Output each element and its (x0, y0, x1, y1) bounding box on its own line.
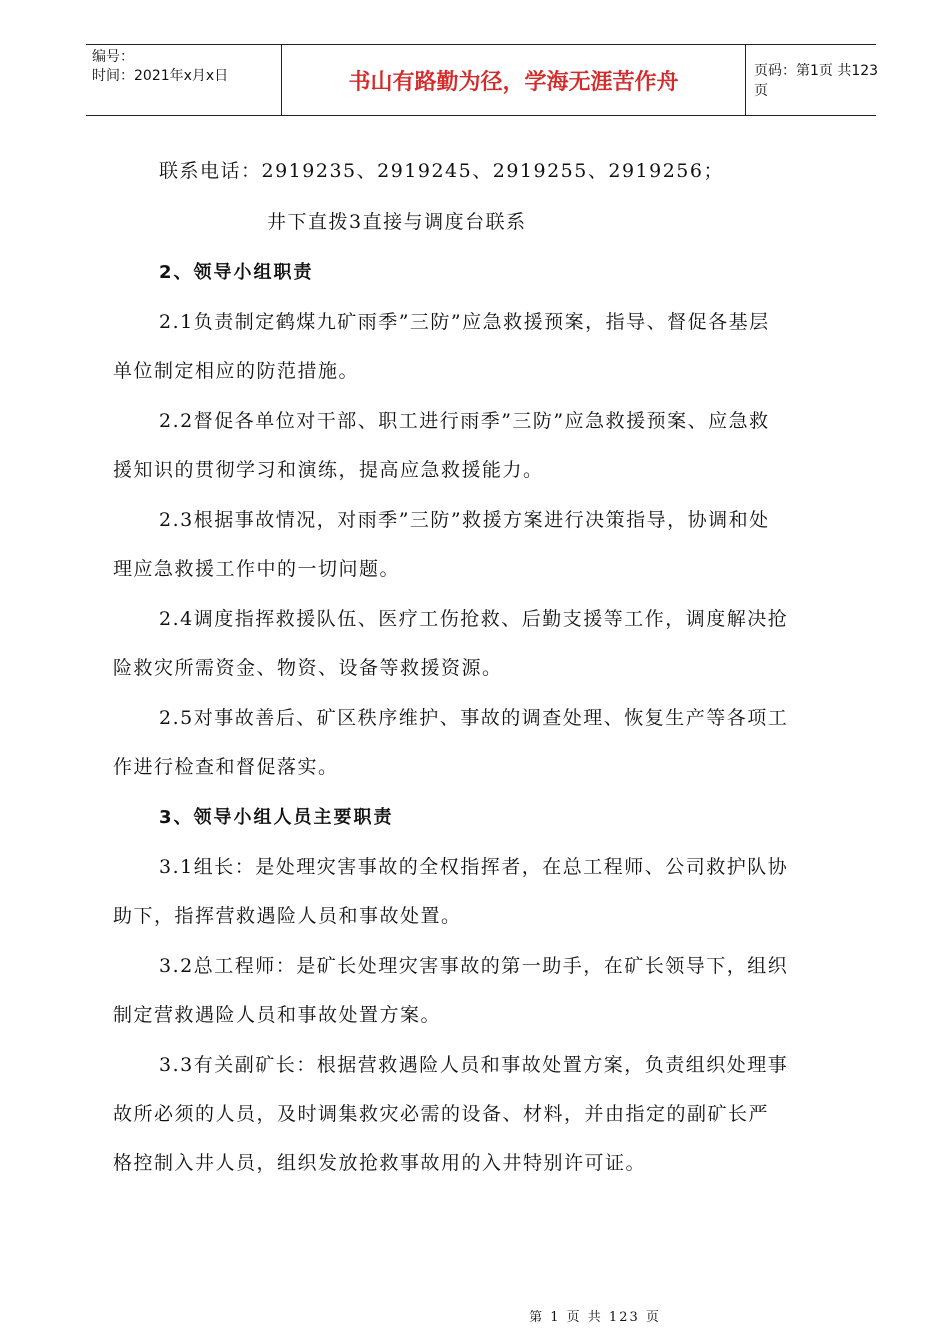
paragraph-2-5-line-2: 作进行检查和督促落实。 (113, 756, 339, 778)
paragraph-3-3-line-1: 3.3有关副矿长：根据营救遇险人员和事故处置方案，负责组织处理事 (159, 1054, 789, 1076)
paragraph-2-3-line-2: 理应急救援工作中的一切问题。 (113, 558, 401, 580)
paragraph-3-2-line-1: 3.2总工程师：是矿长处理灾害事故的第一助手，在矿长领导下，组织 (159, 955, 789, 977)
page-footer: 第 1 页 共 123 页 (529, 1310, 661, 1325)
header-meta (86, 45, 281, 115)
paragraph-3-1-line-2: 助下，指挥营救遇险人员和事故处置。 (113, 905, 462, 927)
paragraph-2-2-line-2: 援知识的贯彻学习和演练，提高应急救援能力。 (113, 459, 544, 481)
paragraph-2-2-line-1: 2.2督促各单位对干部、职工进行雨季”三防”应急救援预案、应急救 (159, 410, 770, 432)
paragraph-2-1-line-1: 2.1负责制定鹤煤九矿雨季”三防”应急救援预案，指导、督促各基层 (159, 311, 770, 333)
header-motto: 书山有路勤为径，学海无涯苦作舟 (281, 45, 746, 115)
paragraph-3-1-line-1: 3.1组长：是处理灾害事故的全权指挥者，在总工程师、公司救护队协 (159, 856, 789, 878)
section-heading-2: 2、领导小组职责 (159, 262, 314, 283)
paragraph-3-3-line-3: 格控制入井人员，组织发放抢救事故用的入井特别许可证。 (113, 1152, 647, 1174)
paragraph-2-5-line-1: 2.5对事故善后、矿区秩序维护、事故的调查处理、恢复生产等各项工 (159, 707, 789, 729)
paragraph-3-3-line-2: 故所必须的人员，及时调集救灾必需的设备、材料，并由指定的副矿长严 (113, 1103, 770, 1125)
direct-dial-line: 井下直拨3直接与调度台联系 (267, 211, 527, 233)
paragraph-2-3-line-1: 2.3根据事故情况，对雨季”三防”救援方案进行决策指导，协调和处 (159, 509, 770, 531)
paragraph-3-2-line-2: 制定营救遇险人员和事故处置方案。 (113, 1004, 442, 1026)
contact-phone-line: 联系电话：2919235、2919245、2919255、2919256； (159, 160, 724, 182)
paragraph-2-4-line-2: 险救灾所需资金、物资、设备等救援资源。 (113, 657, 503, 679)
document-time-label: 时间：2021年x月x日 (92, 68, 229, 84)
section-heading-3: 3、领导小组人员主要职责 (159, 807, 394, 828)
page-header (86, 44, 879, 116)
paragraph-2-1-line-2: 单位制定相应的防范措施。 (113, 360, 360, 382)
document-number-label: 编号： (92, 49, 134, 65)
header-page-info: 页码：第1页 共123页 (754, 63, 879, 99)
paragraph-2-4-line-1: 2.4调度指挥救援队伍、医疗工伤抢救、后勤支援等工作，调度解决抢 (159, 608, 789, 630)
